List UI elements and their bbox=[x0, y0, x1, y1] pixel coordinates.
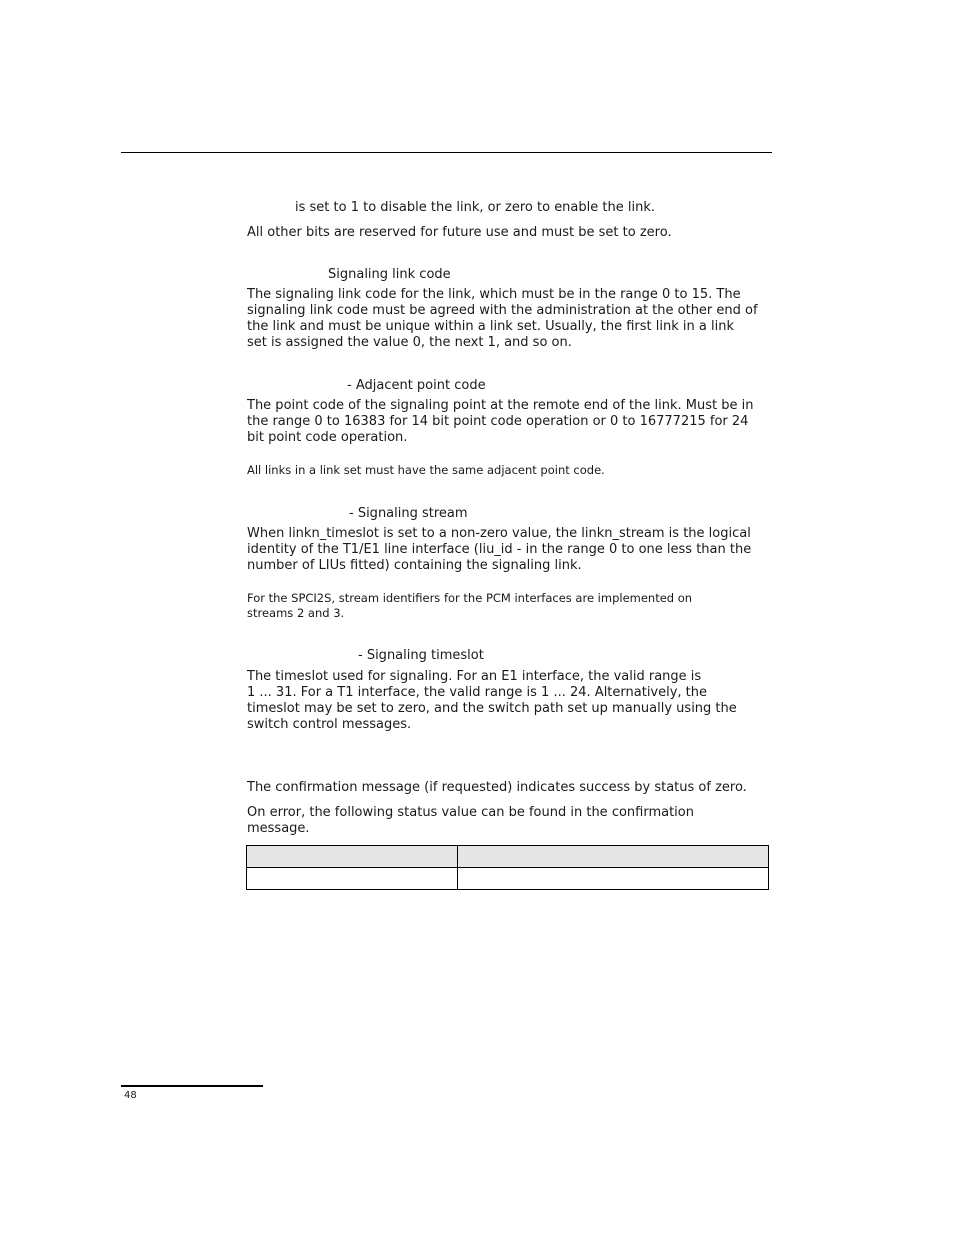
slc-line: the link and must be unique within a link set. Usually, the first link in a link bbox=[247, 319, 734, 334]
timeslot-heading: - Signaling timeslot bbox=[358, 648, 484, 663]
page-number: 48 bbox=[124, 1090, 137, 1101]
adjacent-pc-line: the range 0 to 16383 for 14 bit point code operation or 0 to 16777215 for 24 bbox=[247, 414, 749, 429]
stream-note-line: streams 2 and 3. bbox=[247, 606, 345, 620]
status-table-header-cell bbox=[458, 846, 769, 868]
confirmation-success-text: The confirmation message (if requested) indicates success by status of zero. bbox=[247, 780, 747, 795]
slc-line: signaling link code must be agreed with the administration at the other end of bbox=[247, 303, 758, 318]
stream-line: number of LIUs fitted) containing the signaling link. bbox=[247, 558, 582, 573]
status-table-header-cell bbox=[247, 846, 458, 868]
status-table-header-row bbox=[247, 846, 769, 868]
stream-note bbox=[247, 591, 777, 621]
adjacent-pc-description bbox=[247, 398, 777, 446]
adjacent-pc-line: The point code of the signaling point at the remote end of the link. Must be in bbox=[247, 398, 754, 413]
status-table-cell bbox=[458, 868, 769, 890]
slc-line: The signaling link code for the link, which must be in the range 0 to 15. The bbox=[247, 287, 741, 302]
stream-note-line: For the SPCI2S, stream identifiers for the PCM interfaces are implemented on bbox=[247, 591, 693, 605]
header-rule bbox=[121, 152, 772, 153]
timeslot-description bbox=[247, 669, 777, 733]
status-table-cell bbox=[247, 868, 458, 890]
confirmation-error-line: On error, the following status value can be found in the confirmation bbox=[247, 805, 694, 820]
timeslot-line: 1 ... 31. For a T1 interface, the valid range is 1 ... 24. Alternatively, the bbox=[247, 685, 708, 700]
slc-description bbox=[247, 287, 777, 351]
disable-bit-text: is set to 1 to disable the link, or zero to enable the link. bbox=[295, 200, 655, 215]
confirmation-error-line: message. bbox=[247, 821, 310, 836]
timeslot-line: The timeslot used for signaling. For an E1 interface, the valid range is bbox=[247, 669, 702, 684]
confirmation-error-text bbox=[247, 805, 777, 837]
stream-line: identity of the T1/E1 line interface (liu_id - in the range 0 to one less than the bbox=[247, 542, 752, 557]
adjacent-pc-note: All links in a link set must have the same adjacent point code. bbox=[247, 463, 605, 477]
status-table bbox=[246, 845, 769, 890]
stream-description bbox=[247, 526, 777, 574]
table-row bbox=[247, 868, 769, 890]
slc-heading: Signaling link code bbox=[328, 267, 451, 282]
adjacent-pc-line: bit point code operation. bbox=[247, 430, 408, 445]
stream-heading: - Signaling stream bbox=[349, 506, 468, 521]
timeslot-line: switch control messages. bbox=[247, 717, 412, 732]
reserved-bits-text: All other bits are reserved for future use and must be set to zero. bbox=[247, 225, 672, 240]
footer-rule bbox=[121, 1085, 263, 1087]
slc-line: set is assigned the value 0, the next 1, and so on. bbox=[247, 335, 572, 350]
adjacent-pc-heading: - Adjacent point code bbox=[347, 378, 486, 393]
timeslot-line: timeslot may be set to zero, and the switch path set up manually using the bbox=[247, 701, 737, 716]
stream-line: When linkn_timeslot is set to a non-zero value, the linkn_stream is the logical bbox=[247, 526, 751, 541]
